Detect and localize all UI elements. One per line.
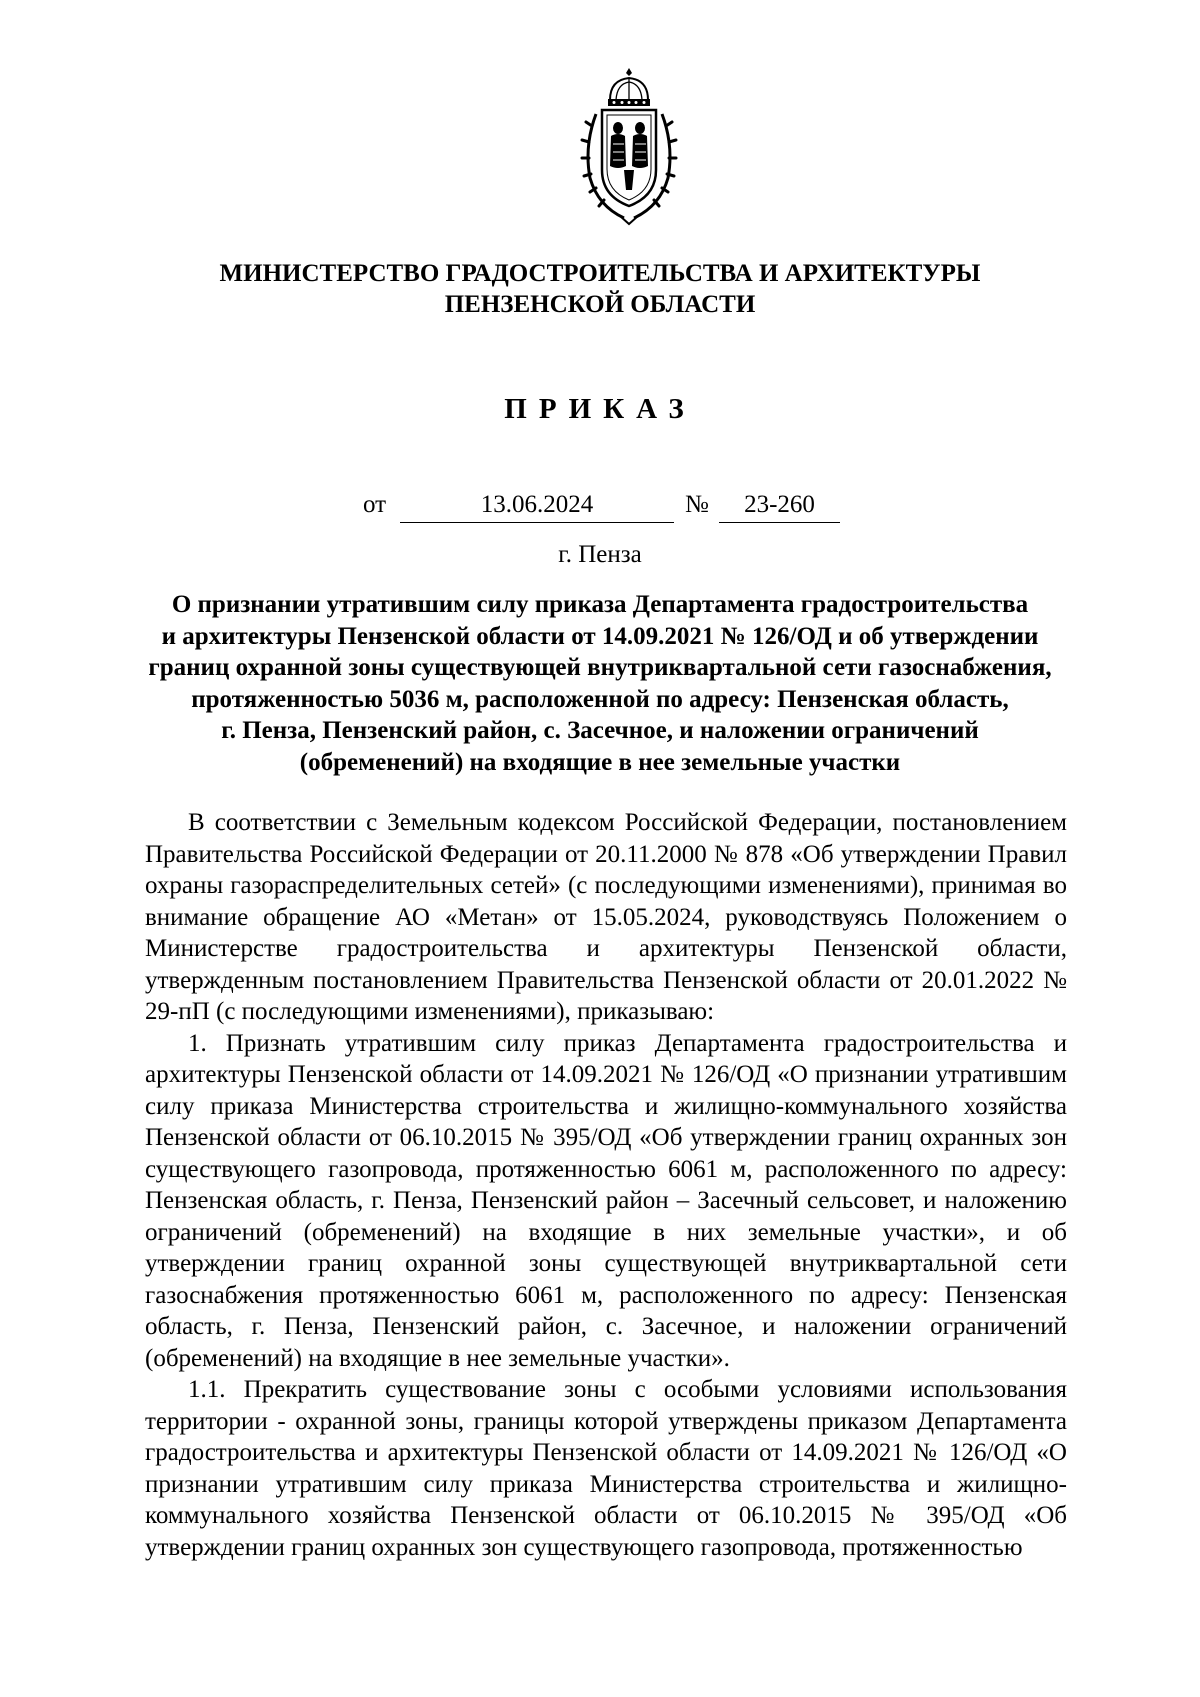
order-title <box>120 589 1080 778</box>
title-line: О признании утратившим силу приказа Департамента градостроительства <box>171 591 1029 618</box>
order-date: 13.06.2024 <box>400 491 674 523</box>
title-line: (обременений) на входящие в нее земельные участки <box>299 748 901 776</box>
item-1-paragraph: 1. Признать утратившим силу приказ Департамента градостроительства и архитектуры Пензенской области от 14.09.2021 № 126/ОД «О признании утратившим силу приказа Министерства строительства и жилищно-коммунального хозяйства Пензенской области от 06.10.2015 № 395/ОД «Об утверждении границ охранных зон существующего газопровода, протяженностью 6061 м, расположенного по адресу: Пензенская область, г. Пенза, Пензенский район – Засечный сельсовет, и наложению ограничений (обременений) на входящие в них земельные участки», и об утверждении границ охранной зоны существующей внутриквартальной сети газоснабжения протяженностью 6061 м, расположенного по адресу: Пензенская область, г. Пенза, Пензенский район, с. Засечное, и наложении ограничений (обременений) на входящие в нее земельные участки». <box>145 1029 1067 1372</box>
city: г. Пенза <box>558 541 642 568</box>
title-line: г. Пенза, Пензенский район, с. Засечное, и наложении ограничений <box>221 717 979 744</box>
ministry-name-line1: МИНИСТЕРСТВО ГРАДОСТРОИТЕЛЬСТВА И АРХИТЕКТУРЫ <box>219 260 981 287</box>
ministry-name-line2: ПЕНЗЕНСКОЙ ОБЛАСТИ <box>444 291 756 318</box>
title-line: границ охранной зоны существующей внутриквартальной сети газоснабжения, <box>148 654 1052 681</box>
title-line: и архитектуры Пензенской области от 14.09.2021 № 126/ОД и об утверждении <box>161 622 1039 650</box>
title-line: протяженностью 5036 м, расположенной по адресу: Пензенская область, <box>191 685 1009 713</box>
penza-oblast-coat-of-arms-icon <box>580 66 678 226</box>
order-body <box>145 807 1067 1563</box>
item-1-1-paragraph: 1.1. Прекратить существование зоны с особыми условиями использования территории - охранной зоны, границы которой утверждены приказом Департамента градостроительства и архитектуры Пензенской области от 14.09.2021 № 126/ОД «О признании утратившим силу приказа Министерства строительства и жилищно-коммунального хозяйства Пензенской области от 06.10.2015 № 395/ОД «Об утверждении границ охранных зон существующего газопровода, протяженностью <box>145 1376 1067 1561</box>
order-number: 23-260 <box>719 491 840 523</box>
document-type-heading: ПРИКАЗ <box>504 393 696 425</box>
ministry-name <box>0 258 1200 320</box>
number-sign: № <box>685 491 709 518</box>
date-prefix: от <box>363 491 387 518</box>
preamble-paragraph: В соответствии с Земельным кодексом Российской Федерации, постановлением Правительства Российской Федерации от 20.11.2000 № 878 «Об утверждении Правил охраны газораспределительных сетей» (с последующими изменениями), принимая во внимание обращение АО «Метан» от 15.05.2024, руководствуясь Положением о Министерстве градостроительства и архитектуры Пензенской области, утвержденным постановлением Правительства Пензенской области от 20.01.2022 № 29-пП (с последующими изменениями), приказываю: <box>145 809 1067 1025</box>
